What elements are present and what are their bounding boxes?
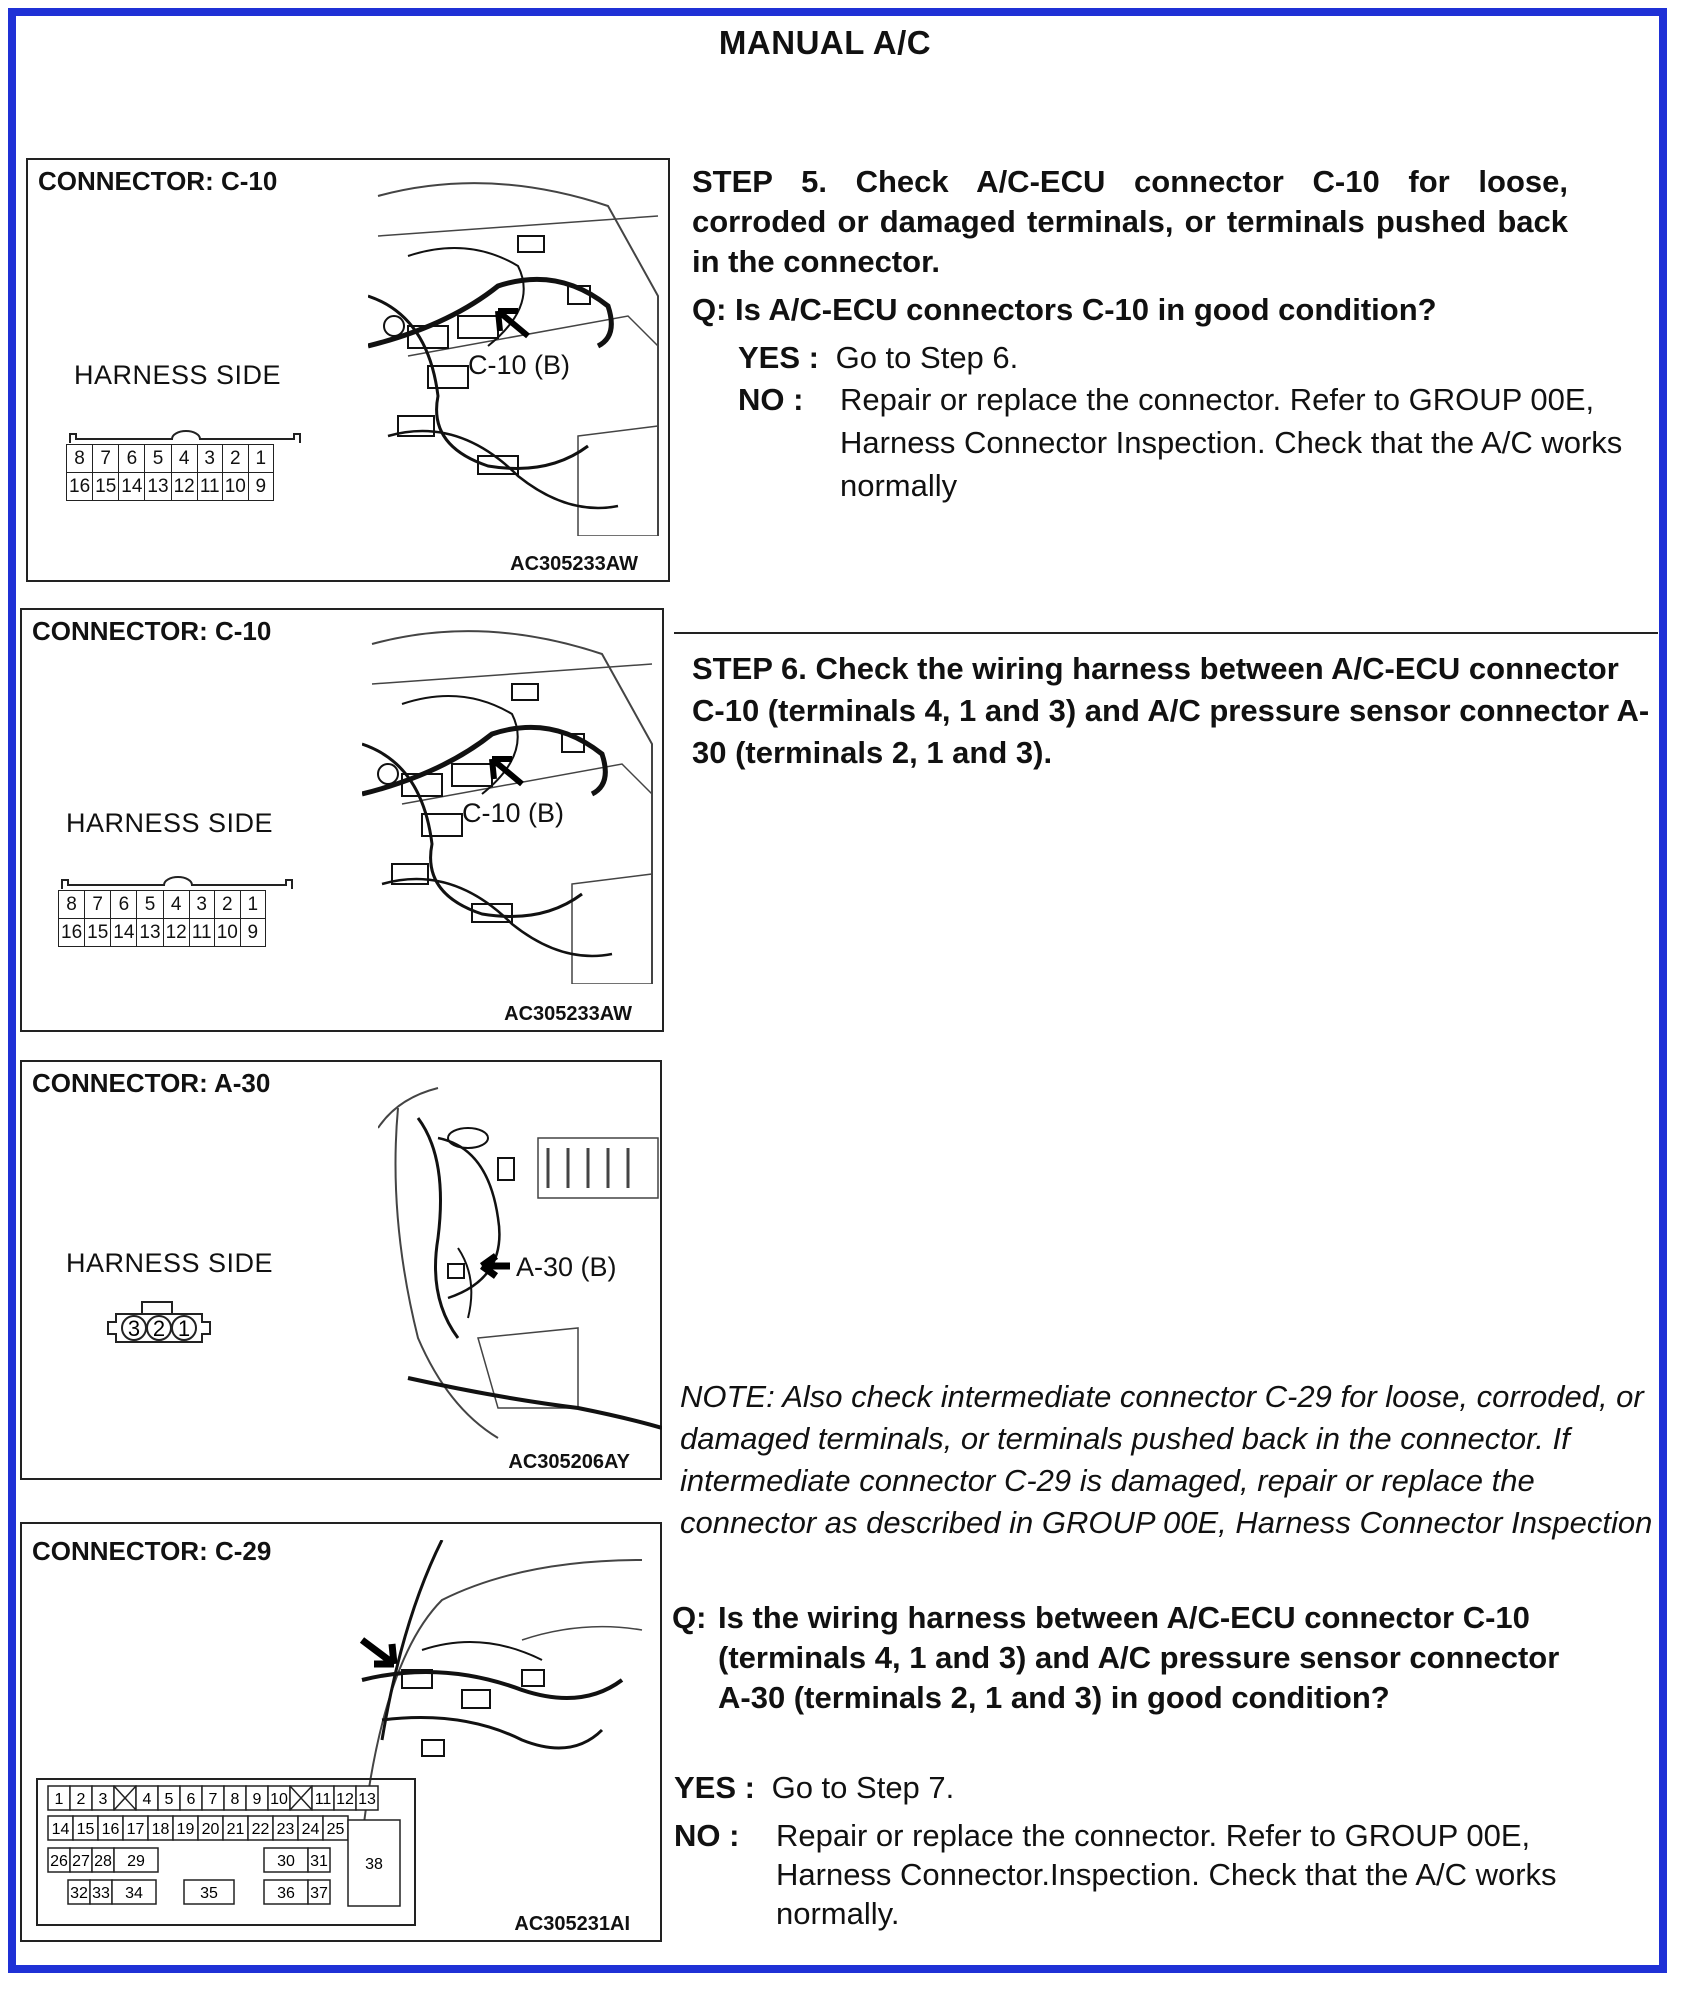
c29-pin: 10 xyxy=(270,1791,288,1808)
c29-pin: 1 xyxy=(54,1791,64,1808)
c29-pin: 3 xyxy=(98,1791,108,1808)
no-label: NO : xyxy=(738,382,804,417)
pin-cell: 13 xyxy=(145,473,171,501)
step6-heading: STEP 6. Check the wiring harness between A/C-ECU connector C-10 (terminals 4, 1 and 3) and A/C pressure sensor connector A-30 (terminals 2, 1 and 3). xyxy=(692,651,1650,770)
section-divider xyxy=(674,632,1658,634)
c29-pin-large: 38 xyxy=(365,1856,383,1873)
pin-cell: 10 xyxy=(214,919,240,947)
pin-cell: 3 xyxy=(197,445,222,473)
c29-pin: 14 xyxy=(51,1821,70,1838)
c29-pin: 37 xyxy=(310,1885,328,1902)
c29-pin: 20 xyxy=(201,1821,220,1838)
connector-panel-c10-step5 xyxy=(26,158,670,582)
no-text: Repair or replace the connector. Refer to GROUP 00E, Harness Connector.Inspection. Check that the A/C works normally. xyxy=(776,1818,1557,1931)
yes-label: YES : xyxy=(674,1770,755,1805)
figure-code: AC305233AW xyxy=(504,1003,632,1025)
pin-cell: 12 xyxy=(163,919,189,947)
pin-cell: 7 xyxy=(85,891,111,919)
yes-text: Go to Step 7. xyxy=(771,1770,955,1805)
step5-no xyxy=(738,378,1638,507)
c29-pin: 17 xyxy=(126,1821,145,1838)
c29-pin: 6 xyxy=(186,1791,196,1808)
dashboard-wiring-illustration xyxy=(368,176,668,536)
question-text: Is the wiring harness between A/C-ECU connector C-10 (terminals 4, 1 and 3) and A/C pressure sensor connector A-30 (terminals 2, 1 and 3) in good condition? xyxy=(718,1600,1560,1715)
note-text: Also check intermediate connector C-29 for loose, corroded, or damaged terminals, or terminals pushed back in the connector. If intermediate connector C-29 is damaged, repair or replace the connector as described in GROUP 00E, Harness Connector Inspection xyxy=(680,1379,1653,1540)
c29-pin: 19 xyxy=(176,1821,195,1838)
c29-pin: 11 xyxy=(314,1791,332,1808)
c29-pin: 34 xyxy=(125,1885,143,1902)
connector-panel-c10-step6 xyxy=(20,608,664,1032)
c29-pin: 8 xyxy=(230,1791,240,1808)
connector-pin-diagram xyxy=(66,430,306,501)
a30-pin: 1 xyxy=(177,1316,191,1341)
harness-side-label: HARNESS SIDE xyxy=(66,1248,274,1278)
pin-cell: 1 xyxy=(240,891,265,919)
c29-pin: 18 xyxy=(151,1821,170,1838)
c29-pin: 7 xyxy=(208,1791,218,1808)
question-label: Q: xyxy=(672,1600,707,1635)
pin-cell: 8 xyxy=(67,445,93,473)
pin-table xyxy=(66,444,274,501)
c29-pin: 5 xyxy=(164,1791,174,1808)
yes-label: YES : xyxy=(738,340,819,375)
harness-side-label: HARNESS SIDE xyxy=(66,808,274,838)
pin-cell: 10 xyxy=(222,473,248,501)
figure-code: AC305206AY xyxy=(508,1451,630,1473)
c29-pin: 29 xyxy=(127,1853,145,1870)
pin-cell: 5 xyxy=(137,891,163,919)
connector-latch-icon xyxy=(66,430,306,444)
connector-label: CONNECTOR: C-10 xyxy=(38,166,278,196)
c29-pin: 22 xyxy=(251,1821,270,1838)
pin-cell: 13 xyxy=(137,919,163,947)
pin-cell: 15 xyxy=(93,473,119,501)
connector-label: CONNECTOR: C-10 xyxy=(32,616,272,646)
step5-yes xyxy=(738,336,1018,379)
a30-pin: 3 xyxy=(127,1316,141,1341)
c29-pin-grid xyxy=(38,1780,414,1924)
step5-question: Q: Is A/C-ECU connectors C-10 in good condition? xyxy=(692,292,1437,327)
pin-cell: 16 xyxy=(59,919,85,947)
c29-pin: 28 xyxy=(94,1853,112,1870)
connector-callout: C-10 (B) xyxy=(462,798,565,828)
pin-cell: 4 xyxy=(163,891,189,919)
c29-pin: 31 xyxy=(310,1853,328,1870)
pin-table xyxy=(58,890,266,947)
step6-note xyxy=(680,1376,1660,1544)
pin-cell: 3 xyxy=(189,891,214,919)
c29-pin: 13 xyxy=(358,1791,376,1808)
c29-pin: 25 xyxy=(326,1821,345,1838)
step6-question xyxy=(672,1598,1632,1718)
c29-pin: 32 xyxy=(70,1885,88,1902)
c29-pin: 36 xyxy=(277,1885,295,1902)
pin-cell: 11 xyxy=(189,919,214,947)
pin-cell: 15 xyxy=(85,919,111,947)
c29-pin: 24 xyxy=(301,1821,320,1838)
pin-cell: 7 xyxy=(93,445,119,473)
figure-code: AC305233AW xyxy=(510,553,638,575)
step6-yes xyxy=(674,1766,954,1809)
pin-cell: 9 xyxy=(240,919,265,947)
c29-pin: 30 xyxy=(277,1853,295,1870)
pin-cell: 2 xyxy=(222,445,248,473)
step6-no xyxy=(674,1816,1634,1933)
c29-pin: 35 xyxy=(200,1885,218,1902)
connector-label: CONNECTOR: A-30 xyxy=(32,1068,271,1098)
connector-latch-icon xyxy=(58,876,298,890)
c29-pin: 21 xyxy=(226,1821,245,1838)
pin-cell: 5 xyxy=(145,445,171,473)
pin-cell: 8 xyxy=(59,891,85,919)
pin-cell: 6 xyxy=(119,445,145,473)
no-text: Repair or replace the connector. Refer to GROUP 00E, Harness Connector Inspection. Check that the A/C works normally xyxy=(840,382,1623,503)
c29-pin: 23 xyxy=(276,1821,295,1838)
pin-cell: 9 xyxy=(248,473,273,501)
c29-pin: 9 xyxy=(252,1791,262,1808)
harness-side-label: HARNESS SIDE xyxy=(74,360,282,390)
pin-cell: 11 xyxy=(197,473,222,501)
pin-cell: 2 xyxy=(214,891,240,919)
pin-cell: 16 xyxy=(67,473,93,501)
connector-label: CONNECTOR: C-29 xyxy=(32,1536,272,1566)
c29-pin: 4 xyxy=(142,1791,152,1808)
note-label: NOTE: xyxy=(680,1379,775,1414)
page-title: MANUAL A/C xyxy=(718,24,932,61)
c29-pin: 26 xyxy=(50,1853,68,1870)
figure-code: AC305231AI xyxy=(514,1913,630,1935)
connector-callout: A-30 (B) xyxy=(516,1252,617,1282)
dashboard-wiring-illustration xyxy=(362,624,662,984)
connector-pin-diagram xyxy=(58,876,298,947)
pin-cell: 14 xyxy=(111,919,137,947)
pin-cell: 12 xyxy=(171,473,197,501)
a30-pin: 2 xyxy=(152,1316,166,1341)
c29-pin: 33 xyxy=(92,1885,110,1902)
c29-pin: 15 xyxy=(76,1821,95,1838)
connector-callout: C-10 (B) xyxy=(468,350,571,380)
yes-text: Go to Step 6. xyxy=(835,340,1019,375)
connector-panel-c29 xyxy=(20,1522,662,1942)
pin-cell: 6 xyxy=(111,891,137,919)
pin-cell: 4 xyxy=(171,445,197,473)
c29-pin-diagram xyxy=(36,1778,416,1926)
c29-pin: 27 xyxy=(72,1853,90,1870)
c29-pin: 16 xyxy=(101,1821,120,1838)
c29-pin: 2 xyxy=(76,1791,86,1808)
pin-cell: 14 xyxy=(119,473,145,501)
step5-heading: STEP 5. Check A/C-ECU connector C-10 for loose, corroded or damaged terminals, or terminals pushed back in the connector. xyxy=(692,164,1568,279)
connector-panel-a30 xyxy=(20,1060,662,1480)
a30-pin-diagram xyxy=(102,1294,232,1354)
pin-cell: 1 xyxy=(248,445,273,473)
engine-bay-illustration xyxy=(378,1078,662,1458)
c29-pin: 12 xyxy=(336,1791,354,1808)
no-label: NO : xyxy=(674,1818,740,1853)
